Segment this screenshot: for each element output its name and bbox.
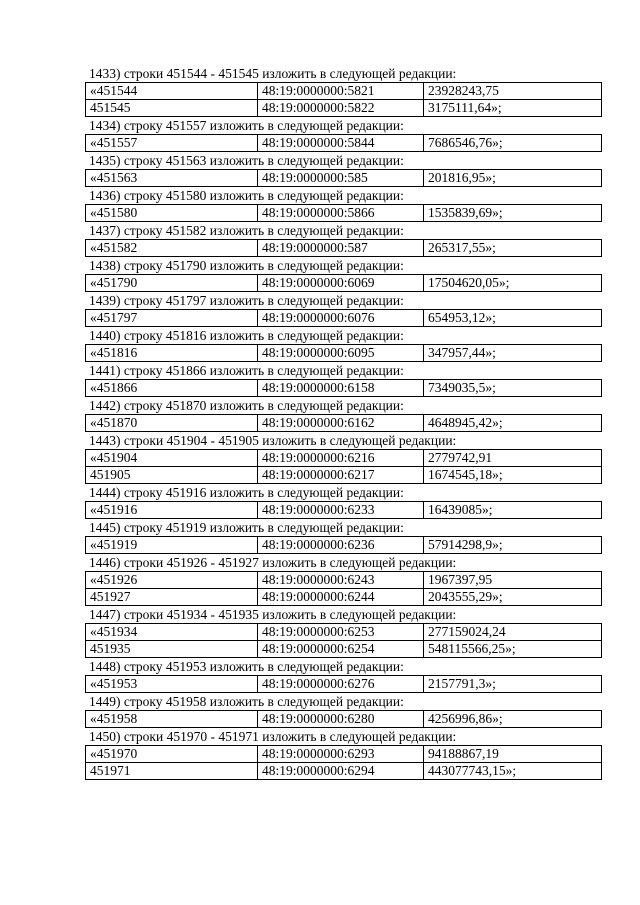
table-row — [86, 415, 602, 432]
table-row — [86, 624, 602, 641]
amendment-table — [85, 710, 602, 728]
value-cell: 16439085»; — [424, 502, 602, 519]
document-body — [85, 65, 601, 780]
cadastral-number-cell: 48:19:0000000:5866 — [258, 205, 424, 222]
row-number-cell: «451926 — [86, 572, 258, 589]
value-cell: 23928243,75 — [424, 83, 602, 100]
amendment-heading: 1437) строку 451582 изложить в следующей редакции: — [89, 223, 404, 238]
amendment-heading: 1450) строки 451970 - 451971 изложить в следующей редакции: — [89, 729, 457, 744]
amendment-heading: 1442) строку 451870 изложить в следующей редакции: — [89, 398, 404, 413]
cadastral-number-cell: 48:19:0000000:6162 — [258, 415, 424, 432]
amendment-heading: 1441) строку 451866 изложить в следующей редакции: — [89, 363, 404, 378]
amendment-section — [85, 152, 601, 187]
amendment-heading: 1435) строку 451563 изложить в следующей редакции: — [89, 153, 404, 168]
amendment-section — [85, 362, 601, 397]
cadastral-number-cell: 48:19:0000000:6243 — [258, 572, 424, 589]
table-row — [86, 589, 602, 606]
table-row — [86, 711, 602, 728]
amendment-section — [85, 397, 601, 432]
amendment-table — [85, 169, 602, 187]
cadastral-number-cell: 48:19:0000000:5844 — [258, 135, 424, 152]
amendment-table — [85, 239, 602, 257]
cadastral-number-cell: 48:19:0000000:6254 — [258, 641, 424, 658]
amendment-section — [85, 222, 601, 257]
amendment-heading: 1440) строку 451816 изложить в следующей редакции: — [89, 328, 404, 343]
table-row — [86, 380, 602, 397]
value-cell: 654953,12»; — [424, 310, 602, 327]
amendment-table — [85, 623, 602, 658]
amendment-section — [85, 554, 601, 606]
amendment-section — [85, 257, 601, 292]
amendment-table — [85, 536, 602, 554]
amendment-table — [85, 571, 602, 606]
cadastral-number-cell: 48:19:0000000:6244 — [258, 589, 424, 606]
amendment-heading: 1434) строку 451557 изложить в следующей редакции: — [89, 118, 404, 133]
amendment-section — [85, 117, 601, 152]
table-row — [86, 240, 602, 257]
cadastral-number-cell: 48:19:0000000:6076 — [258, 310, 424, 327]
amendment-table — [85, 449, 602, 484]
row-number-cell: «451580 — [86, 205, 258, 222]
amendment-heading: 1438) строку 451790 изложить в следующей редакции: — [89, 258, 404, 273]
amendment-section — [85, 292, 601, 327]
value-cell: 548115566,25»; — [424, 641, 602, 658]
amendment-heading: 1447) строки 451934 - 451935 изложить в следующей редакции: — [89, 607, 457, 622]
amendment-section — [85, 187, 601, 222]
value-cell: 2157791,3»; — [424, 676, 602, 693]
cadastral-number-cell: 48:19:0000000:6236 — [258, 537, 424, 554]
amendment-heading: 1449) строку 451958 изложить в следующей редакции: — [89, 694, 404, 709]
amendment-heading: 1444) строку 451916 изложить в следующей редакции: — [89, 485, 404, 500]
amendment-table — [85, 745, 602, 780]
amendment-table — [85, 82, 602, 117]
amendment-table — [85, 675, 602, 693]
row-number-cell: 451935 — [86, 641, 258, 658]
amendment-table — [85, 414, 602, 432]
cadastral-number-cell: 48:19:0000000:6216 — [258, 450, 424, 467]
row-number-cell: «451816 — [86, 345, 258, 362]
row-number-cell: 451905 — [86, 467, 258, 484]
amendment-section — [85, 432, 601, 484]
cadastral-number-cell: 48:19:0000000:587 — [258, 240, 424, 257]
row-number-cell: «451916 — [86, 502, 258, 519]
amendment-heading: 1445) строку 451919 изложить в следующей редакции: — [89, 520, 404, 535]
amendment-section — [85, 658, 601, 693]
value-cell: 1967397,95 — [424, 572, 602, 589]
value-cell: 347957,44»; — [424, 345, 602, 362]
amendment-table — [85, 309, 602, 327]
amendment-section — [85, 327, 601, 362]
amendment-table — [85, 379, 602, 397]
cadastral-number-cell: 48:19:0000000:6069 — [258, 275, 424, 292]
amendment-section — [85, 519, 601, 554]
table-row — [86, 450, 602, 467]
table-row — [86, 100, 602, 117]
row-number-cell: «451557 — [86, 135, 258, 152]
amendment-section — [85, 693, 601, 728]
value-cell: 2043555,29»; — [424, 589, 602, 606]
row-number-cell: 451971 — [86, 763, 258, 780]
table-row — [86, 746, 602, 763]
amendment-section — [85, 65, 601, 117]
cadastral-number-cell: 48:19:0000000:585 — [258, 170, 424, 187]
row-number-cell: 451545 — [86, 100, 258, 117]
amendment-section — [85, 484, 601, 519]
value-cell: 265317,55»; — [424, 240, 602, 257]
value-cell: 7349035,5»; — [424, 380, 602, 397]
amendment-heading: 1439) строку 451797 изложить в следующей редакции: — [89, 293, 404, 308]
table-row — [86, 135, 602, 152]
table-row — [86, 467, 602, 484]
row-number-cell: «451870 — [86, 415, 258, 432]
table-row — [86, 502, 602, 519]
amendment-section — [85, 606, 601, 658]
table-row — [86, 170, 602, 187]
cadastral-number-cell: 48:19:0000000:5822 — [258, 100, 424, 117]
table-row — [86, 345, 602, 362]
amendment-heading: 1443) строки 451904 - 451905 изложить в следующей редакции: — [89, 433, 457, 448]
value-cell: 7686546,76»; — [424, 135, 602, 152]
amendment-heading: 1448) строку 451953 изложить в следующей редакции: — [89, 659, 404, 674]
row-number-cell: 451927 — [86, 589, 258, 606]
amendment-section — [85, 728, 601, 780]
table-row — [86, 83, 602, 100]
cadastral-number-cell: 48:19:0000000:6253 — [258, 624, 424, 641]
row-number-cell: «451790 — [86, 275, 258, 292]
value-cell: 1535839,69»; — [424, 205, 602, 222]
row-number-cell: «451970 — [86, 746, 258, 763]
cadastral-number-cell: 48:19:0000000:6293 — [258, 746, 424, 763]
amendment-table — [85, 344, 602, 362]
table-row — [86, 310, 602, 327]
table-row — [86, 275, 602, 292]
row-number-cell: «451866 — [86, 380, 258, 397]
cadastral-number-cell: 48:19:0000000:6095 — [258, 345, 424, 362]
value-cell: 3175111,64»; — [424, 100, 602, 117]
row-number-cell: «451919 — [86, 537, 258, 554]
row-number-cell: «451582 — [86, 240, 258, 257]
cadastral-number-cell: 48:19:0000000:6294 — [258, 763, 424, 780]
value-cell: 17504620,05»; — [424, 275, 602, 292]
amendment-table — [85, 204, 602, 222]
table-row — [86, 537, 602, 554]
cadastral-number-cell: 48:19:0000000:6276 — [258, 676, 424, 693]
cadastral-number-cell: 48:19:0000000:6233 — [258, 502, 424, 519]
amendment-table — [85, 274, 602, 292]
value-cell: 94188867,19 — [424, 746, 602, 763]
value-cell: 4256996,86»; — [424, 711, 602, 728]
amendment-table — [85, 501, 602, 519]
value-cell: 57914298,9»; — [424, 537, 602, 554]
value-cell: 277159024,24 — [424, 624, 602, 641]
cadastral-number-cell: 48:19:0000000:5821 — [258, 83, 424, 100]
table-row — [86, 572, 602, 589]
value-cell: 443077743,15»; — [424, 763, 602, 780]
value-cell: 201816,95»; — [424, 170, 602, 187]
table-row — [86, 205, 602, 222]
table-row — [86, 641, 602, 658]
cadastral-number-cell: 48:19:0000000:6217 — [258, 467, 424, 484]
value-cell: 1674545,18»; — [424, 467, 602, 484]
row-number-cell: «451958 — [86, 711, 258, 728]
table-row — [86, 763, 602, 780]
cadastral-number-cell: 48:19:0000000:6158 — [258, 380, 424, 397]
cadastral-number-cell: 48:19:0000000:6280 — [258, 711, 424, 728]
row-number-cell: «451934 — [86, 624, 258, 641]
row-number-cell: «451563 — [86, 170, 258, 187]
amendment-heading: 1436) строку 451580 изложить в следующей редакции: — [89, 188, 404, 203]
amendment-heading: 1433) строки 451544 - 451545 изложить в следующей редакции: — [89, 66, 457, 81]
value-cell: 2779742,91 — [424, 450, 602, 467]
table-row — [86, 676, 602, 693]
value-cell: 4648945,42»; — [424, 415, 602, 432]
row-number-cell: «451904 — [86, 450, 258, 467]
amendment-table — [85, 134, 602, 152]
row-number-cell: «451797 — [86, 310, 258, 327]
row-number-cell: «451544 — [86, 83, 258, 100]
row-number-cell: «451953 — [86, 676, 258, 693]
amendment-heading: 1446) строки 451926 - 451927 изложить в следующей редакции: — [89, 555, 457, 570]
